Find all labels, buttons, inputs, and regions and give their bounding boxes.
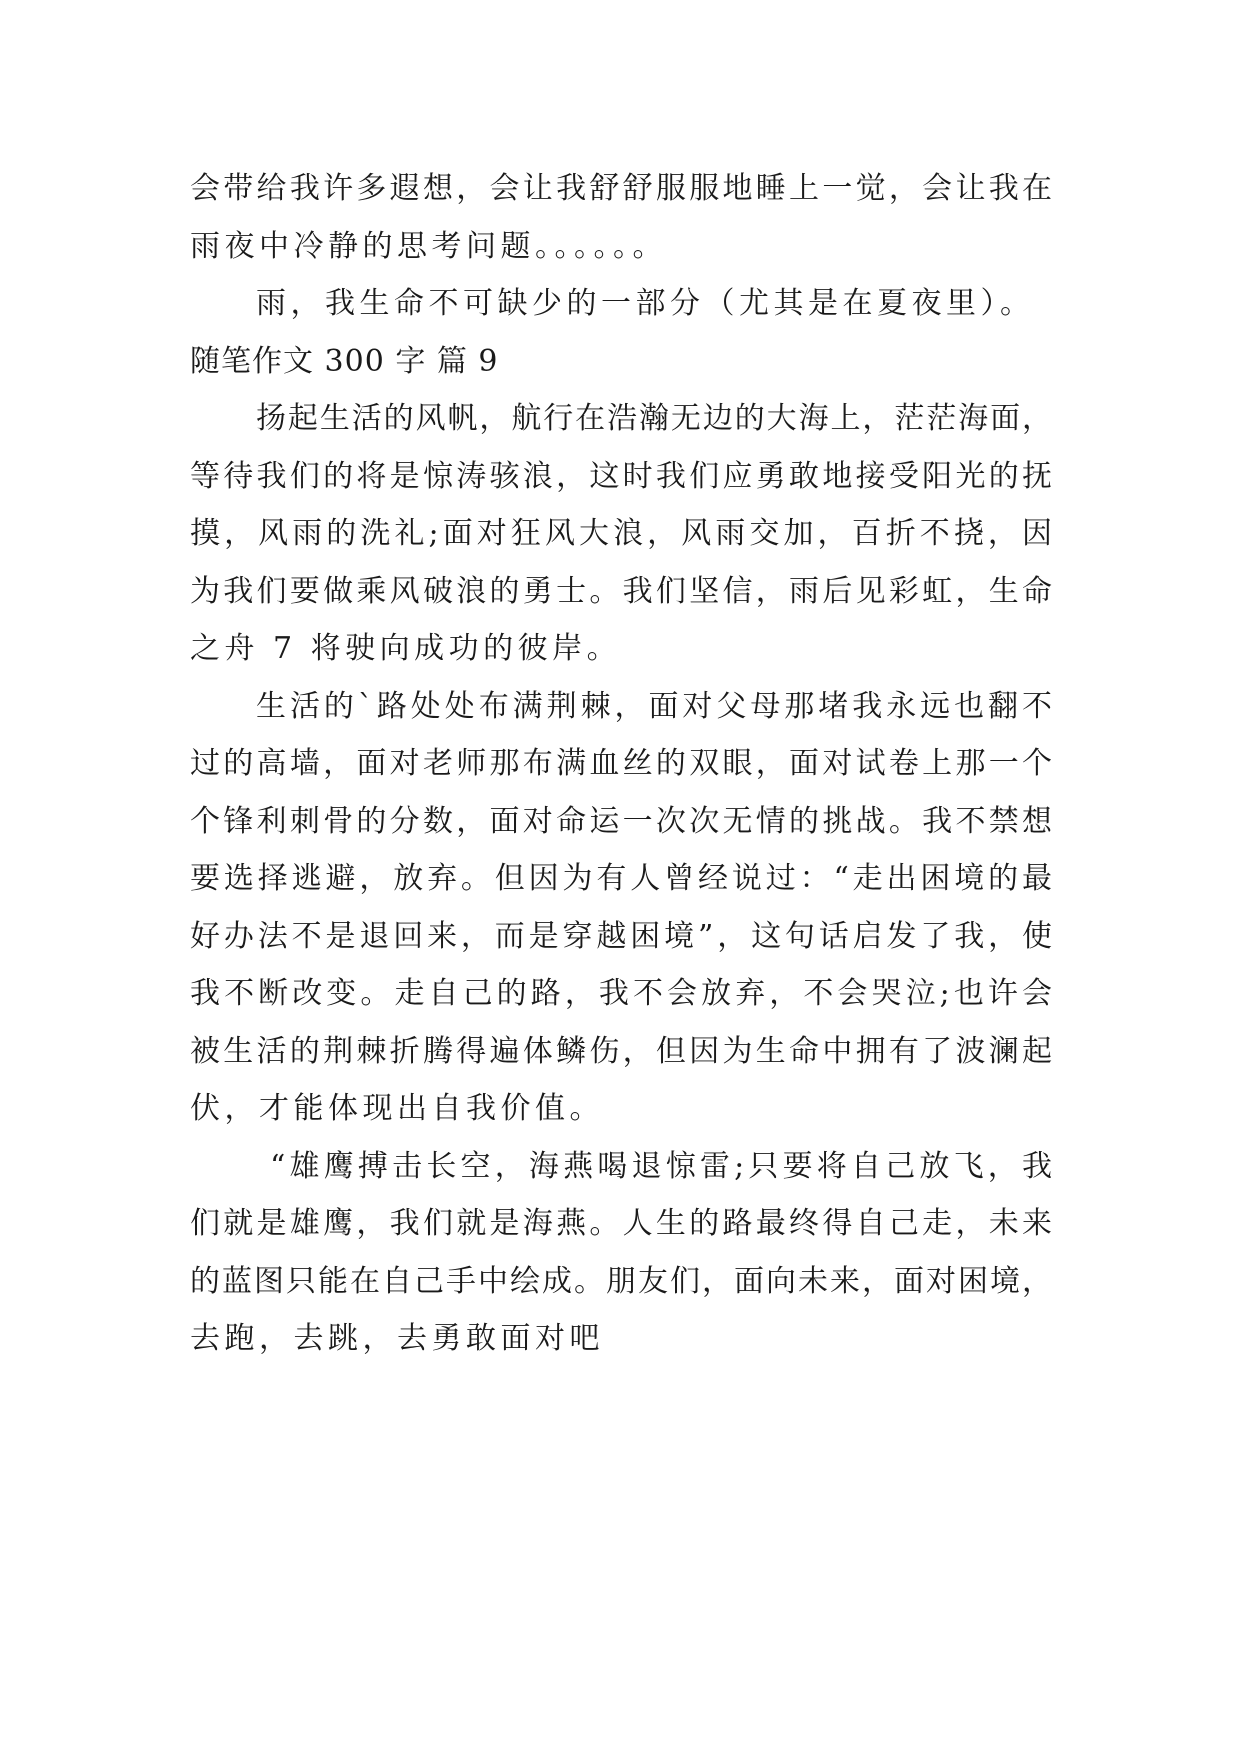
- section-heading: 随笔作文 300 字 篇 9: [190, 343, 499, 379]
- text-line: 个锋利刺骨的分数，面对命运一次次无情的挑战。我不禁想: [190, 803, 1052, 839]
- text-line: 会带给我许多遐想，会让我舒舒服服地睡上一觉，会让我在: [190, 171, 1052, 206]
- text-line: 的蓝图只能在自己手中绘成。朋友们，面向未来，面对困境，: [190, 1263, 1052, 1299]
- paragraph-first-line: 扬起生活的风帆，航行在浩瀚无边的大海上，茫茫海面，: [256, 401, 1052, 436]
- text-line: 为我们要做乘风破浪的勇士。我们坚信，雨后见彩虹，生命: [190, 573, 1052, 609]
- text-line: 等待我们的将是惊涛骇浪，这时我们应勇敢地接受阳光的抚: [190, 458, 1052, 494]
- document-body: [190, 160, 1052, 1368]
- paragraph-first-line: 雨，我生命不可缺少的一部分（尤其是在夏夜里）。: [256, 286, 1035, 321]
- text-line: 伏，才能体现出自我价值。: [190, 1091, 604, 1126]
- paragraph-first-line: 生活的`路处处布满荆棘，面对父母那堵我永远也翻不: [256, 688, 1052, 724]
- text-line: 们就是雄鹰，我们就是海燕。人生的路最终得自己走，未来: [190, 1206, 1052, 1241]
- text-line: 过的高墙，面对老师那布满血丝的双眼，面对试卷上那一个: [190, 746, 1052, 781]
- text-line: 摸，风雨的洗礼;面对狂风大浪，风雨交加，百折不挠，因: [190, 516, 1052, 551]
- paragraph-first-line: “雄鹰搏击长空，海燕喝退惊雷;只要将自己放飞，我: [270, 1148, 1052, 1184]
- text-line: 雨夜中冷静的思考问题。。。。。。: [190, 228, 667, 264]
- text-line: 被生活的荆棘折腾得遍体鳞伤，但因为生命中拥有了波澜起: [190, 1033, 1052, 1069]
- text-line: 好办法不是退回来，而是穿越困境”，这句话启发了我，使: [190, 918, 1052, 954]
- text-line: 要选择逃避，放弃。但因为有人曾经说过：“走出困境的最: [190, 861, 1052, 896]
- text-line: 去跑，去跳，去勇敢面对吧: [190, 1321, 604, 1356]
- text-line: 我不断改变。走自己的路，我不会放弃，不会哭泣;也许会: [190, 976, 1052, 1011]
- text-line: 之舟 7 将驶向成功的彼岸。: [190, 631, 622, 666]
